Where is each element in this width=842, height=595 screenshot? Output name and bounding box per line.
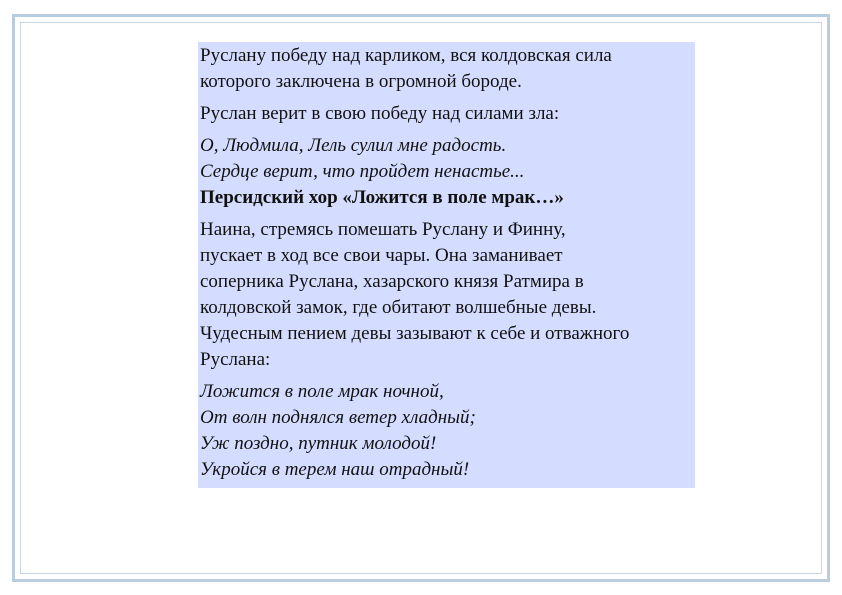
text-block bbox=[198, 42, 695, 488]
verse-line: От волн поднялся ветер хладный; bbox=[200, 407, 476, 428]
paragraph-naina bbox=[200, 217, 693, 373]
text-line: Руслан верит в свою победу над силами зла: bbox=[200, 103, 560, 124]
verse-line: О, Людмила, Лель сулил мне радость. bbox=[200, 135, 507, 156]
verse-line: Уж поздно, путник молодой! bbox=[200, 433, 437, 454]
heading-text: Персидский хор «Ложится в поле мрак…» bbox=[200, 187, 564, 208]
text-line: которого заключена в огромной бороде. bbox=[200, 71, 522, 92]
verse-line: Укройся в терем наш отрадный! bbox=[200, 459, 470, 480]
paragraph-intro bbox=[200, 43, 693, 95]
text-line: Руслана: bbox=[200, 349, 271, 370]
paragraph-ruslan-believes bbox=[200, 101, 693, 127]
text-line: Наина, стремясь помешать Руслану и Финну, bbox=[200, 219, 566, 240]
verse-line: Сердце верит, что пройдет ненастье... bbox=[200, 161, 525, 182]
text-line: пускает в ход все свои чары. Она заманивает bbox=[200, 245, 563, 266]
text-line: Руслану победу над карликом, вся колдовская сила bbox=[200, 45, 612, 66]
verse-chorus bbox=[200, 379, 693, 483]
verse-line: Ложится в поле мрак ночной, bbox=[200, 381, 444, 402]
verse-ruslan bbox=[200, 133, 693, 185]
text-line: колдовской замок, где обитают волшебные девы. bbox=[200, 297, 597, 318]
text-line: соперника Руслана, хазарского князя Ратмира в bbox=[200, 271, 584, 292]
section-heading bbox=[200, 185, 693, 211]
text-line: Чудесным пением девы зазывают к себе и отважного bbox=[200, 323, 630, 344]
